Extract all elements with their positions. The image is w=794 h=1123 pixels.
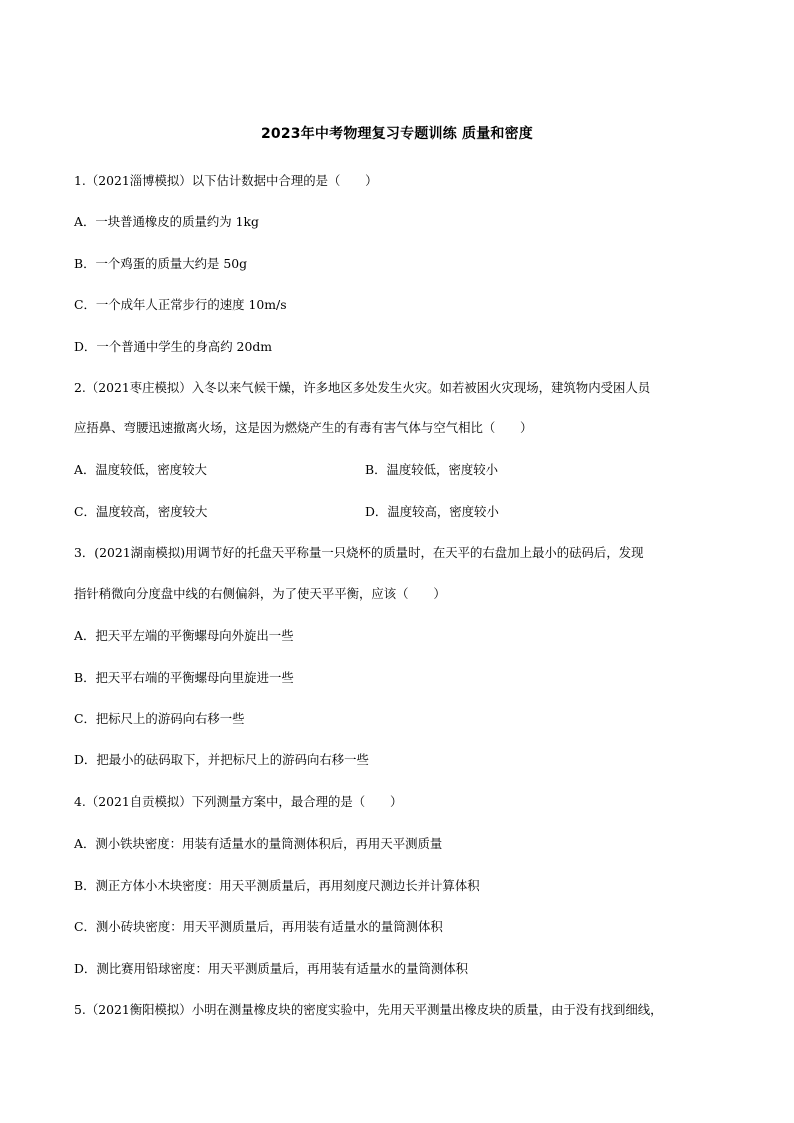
question-2-option-a: A．温度较低，密度较大 [74, 462, 207, 477]
question-1-option-b: B．一个鸡蛋的质量大约是 50g [74, 256, 248, 271]
question-2-stem-line1: 2.（2021枣庄模拟）入冬以来气候干燥，许多地区多处发生火灾。如若被困火灾现场，建筑物内受困人员 [74, 380, 651, 395]
question-4-option-a: A．测小铁块密度：用装有适量水的量筒测体积后，再用天平测质量 [74, 836, 443, 851]
question-3-option-d: D．把最小的砝码取下，并把标尺上的游码向右移一些 [74, 752, 369, 767]
document-title: 2023年中考物理复习专题训练 质量和密度 [260, 126, 534, 142]
question-3-stem-line1: 3．(2021湖南模拟)用调节好的托盘天平称量一只烧杯的质量时，在天平的右盘加上最小的砝码后，发现 [74, 545, 644, 560]
question-4-option-c: C．测小砖块密度：用天平测质量后，再用装有适量水的量筒测体积 [74, 919, 443, 934]
question-1-stem: 1.（2021淄博模拟）以下估计数据中合理的是（ ） [74, 173, 378, 188]
question-1-option-d: D．一个普通中学生的身高约 20dm [74, 339, 273, 354]
question-3-option-a: A．把天平左端的平衡螺母向外旋出一些 [74, 628, 294, 643]
question-1-option-a: A．一块普通橡皮的质量约为 1kg [74, 214, 259, 229]
question-4-option-d: D．测比赛用铅球密度：用天平测质量后，再用装有适量水的量筒测体积 [74, 961, 469, 976]
question-2-option-b: B．温度较低，密度较小 [365, 462, 499, 477]
question-3-option-b: B．把天平右端的平衡螺母向里旋进一些 [74, 670, 294, 685]
question-3-stem-line2: 指针稍微向分度盘中线的右侧偏斜，为了使天平平衡，应该（ ） [74, 586, 446, 601]
question-4-stem: 4.（2021自贡模拟）下列测量方案中，最合理的是（ ） [74, 794, 403, 809]
question-5-stem-line1: 5.（2021衡阳模拟）小明在测量橡皮块的密度实验中，先用天平测量出橡皮块的质量，由于没有找到细线， [74, 1002, 663, 1017]
question-3-option-c: C．把标尺上的游码向右移一些 [74, 711, 245, 726]
question-2-option-d: D．温度较高，密度较小 [365, 504, 499, 519]
question-4-option-b: B．测正方体小木块密度：用天平测质量后，再用刻度尺测边长并计算体积 [74, 878, 480, 893]
question-1-option-c: C．一个成年人正常步行的速度 10m/s [74, 297, 287, 312]
question-2-option-c: C．温度较高，密度较大 [74, 504, 208, 519]
question-2-stem-line2: 应捂鼻、弯腰迅速撤离火场，这是因为燃烧产生的有毒有害气体与空气相比（ ） [74, 420, 533, 435]
